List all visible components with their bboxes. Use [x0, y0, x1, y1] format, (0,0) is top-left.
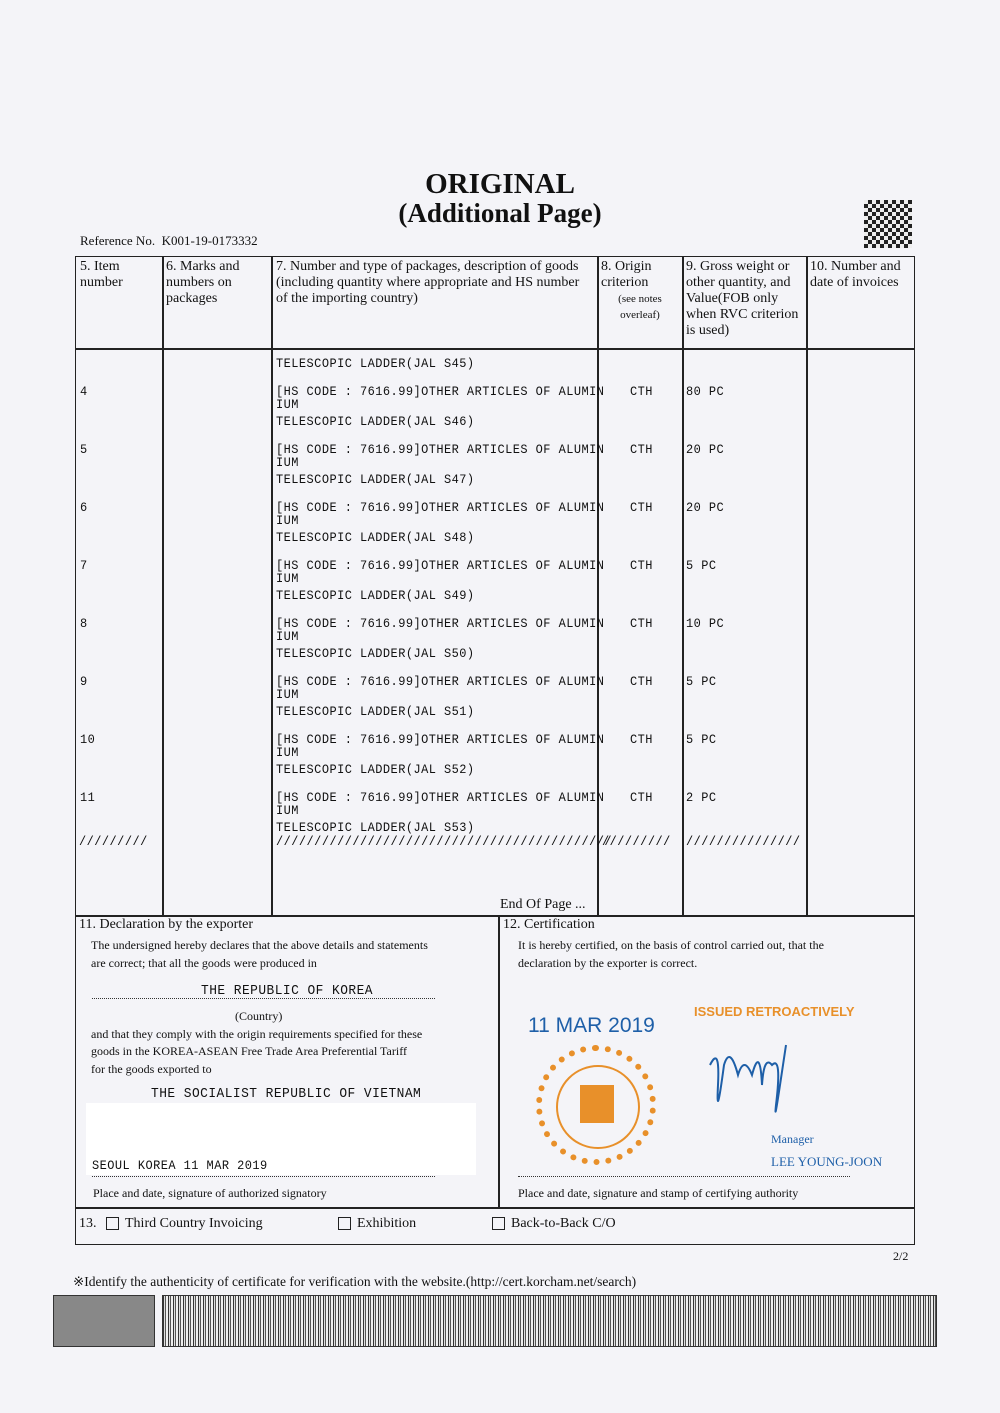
end-of-page: End Of Page ...	[500, 897, 586, 912]
item-origin-criterion: CTH	[630, 790, 653, 805]
col-header-invoices: 10. Number and date of invoices	[810, 259, 901, 290]
origin-note: (see notes overleaf)	[618, 293, 662, 321]
declaration-title: 11. Declaration by the exporter	[79, 917, 254, 932]
item-hs-code-cont: IUM	[276, 687, 299, 702]
item-quantity: 2 PC	[686, 790, 717, 805]
certification-text: declaration by the exporter is correct.	[518, 956, 698, 970]
item-number: 10	[80, 732, 96, 747]
item-hs-code: [HS CODE : 7616.99]OTHER ARTICLES OF ALUMIN	[276, 384, 605, 399]
item-origin-criterion: CTH	[630, 732, 653, 747]
last-ladder: TELESCOPIC LADDER(JAL S53)	[276, 820, 475, 835]
item-hs-code-cont: IUM	[276, 513, 299, 528]
item-origin-criterion: CTH	[630, 558, 653, 573]
issued-retroactively-stamp: ISSUED RETROACTIVELY	[694, 1004, 855, 1019]
verification-note: ※Identify the authenticity of certificate for verification with the website.(http://cert.korcham.net/search)	[73, 1274, 637, 1289]
item-hs-code-cont: IUM	[276, 397, 299, 412]
item-quantity: 10 PC	[686, 616, 725, 631]
item-origin-criterion: CTH	[630, 500, 653, 515]
item-quantity: 80 PC	[686, 384, 725, 399]
box13-label: 13.	[79, 1216, 97, 1231]
country-label: (Country)	[235, 1009, 283, 1023]
item-hs-code-cont: IUM	[276, 571, 299, 586]
item-quantity: 20 PC	[686, 442, 725, 457]
item-description: TELESCOPIC LADDER(JAL S46)	[276, 414, 475, 429]
item-origin-criterion: CTH	[630, 442, 653, 457]
certification-title: 12. Certification	[503, 917, 595, 932]
qr-code	[864, 200, 912, 248]
item-description: TELESCOPIC LADDER(JAL S51)	[276, 704, 475, 719]
col-header-description: 7. Number and type of packages, description of goods (including quantity where appropriate and HS number of the importing country)	[276, 259, 580, 306]
item-quantity: 5 PC	[686, 732, 717, 747]
slash-qty: ///////////////	[686, 834, 801, 849]
chamber-seal	[536, 1045, 656, 1165]
security-code	[53, 1295, 155, 1347]
declaration-text: are correct; that all the goods were produced in	[91, 956, 317, 970]
item-hs-code: [HS CODE : 7616.99]OTHER ARTICLES OF ALUMIN	[276, 674, 605, 689]
item-hs-code: [HS CODE : 7616.99]OTHER ARTICLES OF ALUMIN	[276, 732, 605, 747]
signature	[700, 1025, 800, 1135]
manager-name: LEE YOUNG-JOON	[771, 1154, 883, 1169]
col-header-weight: 9. Gross weight or other quantity, and Value(FOB only when RVC criterion is used)	[686, 259, 799, 338]
item-origin-criterion: CTH	[630, 384, 653, 399]
doc-subtitle: (Additional Page)	[398, 198, 602, 228]
item-description: TELESCOPIC LADDER(JAL S52)	[276, 762, 475, 777]
item-hs-code-cont: IUM	[276, 745, 299, 760]
item-description: TELESCOPIC LADDER(JAL S50)	[276, 646, 475, 661]
item-hs-code: [HS CODE : 7616.99]OTHER ARTICLES OF ALUMIN	[276, 442, 605, 457]
checkbox-icon[interactable]	[106, 1217, 119, 1230]
item-number: 11	[80, 790, 96, 805]
option-back-to-back[interactable]	[484, 1216, 616, 1232]
col-header-marks: 6. Marks and numbers on packages	[166, 259, 240, 306]
item-hs-code-cont: IUM	[276, 455, 299, 470]
exporter-signature-label: Place and date, signature of authorized signatory	[93, 1186, 327, 1200]
option-label: Exhibition	[357, 1216, 417, 1231]
origin-country: THE REPUBLIC OF KOREA	[201, 983, 373, 999]
reference-number: K001-19-0173332	[161, 233, 258, 248]
reference-label: Reference No.	[80, 233, 156, 248]
col-header-origin	[601, 259, 679, 323]
origin-label: 8. Origin criterion	[601, 259, 652, 290]
item-hs-code: [HS CODE : 7616.99]OTHER ARTICLES OF ALUMIN	[276, 558, 605, 573]
checkbox-icon[interactable]	[338, 1217, 351, 1230]
item-hs-code: [HS CODE : 7616.99]OTHER ARTICLES OF ALUMIN	[276, 500, 605, 515]
item-origin-criterion: CTH	[630, 616, 653, 631]
item-hs-code-cont: IUM	[276, 629, 299, 644]
item-description: TELESCOPIC LADDER(JAL S45)	[276, 356, 475, 371]
item-number: 6	[80, 500, 88, 515]
item-description: TELESCOPIC LADDER(JAL S48)	[276, 530, 475, 545]
item-hs-code-cont: IUM	[276, 803, 299, 818]
item-description: TELESCOPIC LADDER(JAL S49)	[276, 588, 475, 603]
declaration-text: goods in the KOREA-ASEAN Free Trade Area Preferential Tariff	[91, 1044, 407, 1058]
checkbox-icon[interactable]	[492, 1217, 505, 1230]
item-hs-code: [HS CODE : 7616.99]OTHER ARTICLES OF ALUMIN	[276, 616, 605, 631]
certification-date: 11 MAR 2019	[528, 1014, 655, 1037]
item-origin-criterion: CTH	[630, 674, 653, 689]
item-number: 5	[80, 442, 88, 457]
declaration-text: The undersigned hereby declares that the above details and statements	[91, 938, 428, 952]
certification-text: It is hereby certified, on the basis of control carried out, that the	[518, 938, 824, 952]
option-label: Third Country Invoicing	[125, 1216, 263, 1231]
item-hs-code: [HS CODE : 7616.99]OTHER ARTICLES OF ALUMIN	[276, 790, 605, 805]
option-label: Back-to-Back C/O	[511, 1216, 616, 1231]
exporter-place-date: SEOUL KOREA 11 MAR 2019	[92, 1158, 268, 1173]
destination-country: THE SOCIALIST REPUBLIC OF VIETNAM	[151, 1086, 422, 1102]
certifier-signature-label: Place and date, signature and stamp of certifying authority	[518, 1186, 799, 1200]
barcode	[162, 1295, 937, 1347]
item-quantity: 5 PC	[686, 558, 717, 573]
option-third-country[interactable]	[98, 1216, 263, 1232]
reference	[80, 233, 258, 249]
item-quantity: 20 PC	[686, 500, 725, 515]
item-number: 9	[80, 674, 88, 689]
manager-title: Manager	[771, 1132, 814, 1146]
item-description: TELESCOPIC LADDER(JAL S47)	[276, 472, 475, 487]
item-number: 7	[80, 558, 88, 573]
item-quantity: 5 PC	[686, 674, 717, 689]
item-number: 8	[80, 616, 88, 631]
slash-desc: ////////////////////////////////////////////	[276, 834, 613, 849]
declaration-text: and that they comply with the origin requirements specified for these	[91, 1027, 423, 1041]
declaration-text: for the goods exported to	[91, 1062, 212, 1076]
item-number: 4	[80, 384, 88, 399]
option-exhibition[interactable]	[330, 1216, 416, 1232]
col-header-item: 5. Item number	[80, 259, 123, 290]
page-number: 2/2	[893, 1249, 909, 1263]
doc-title: ORIGINAL	[425, 168, 575, 200]
slash-crit: /////////	[602, 834, 671, 849]
slash-item: /////////	[79, 834, 148, 849]
